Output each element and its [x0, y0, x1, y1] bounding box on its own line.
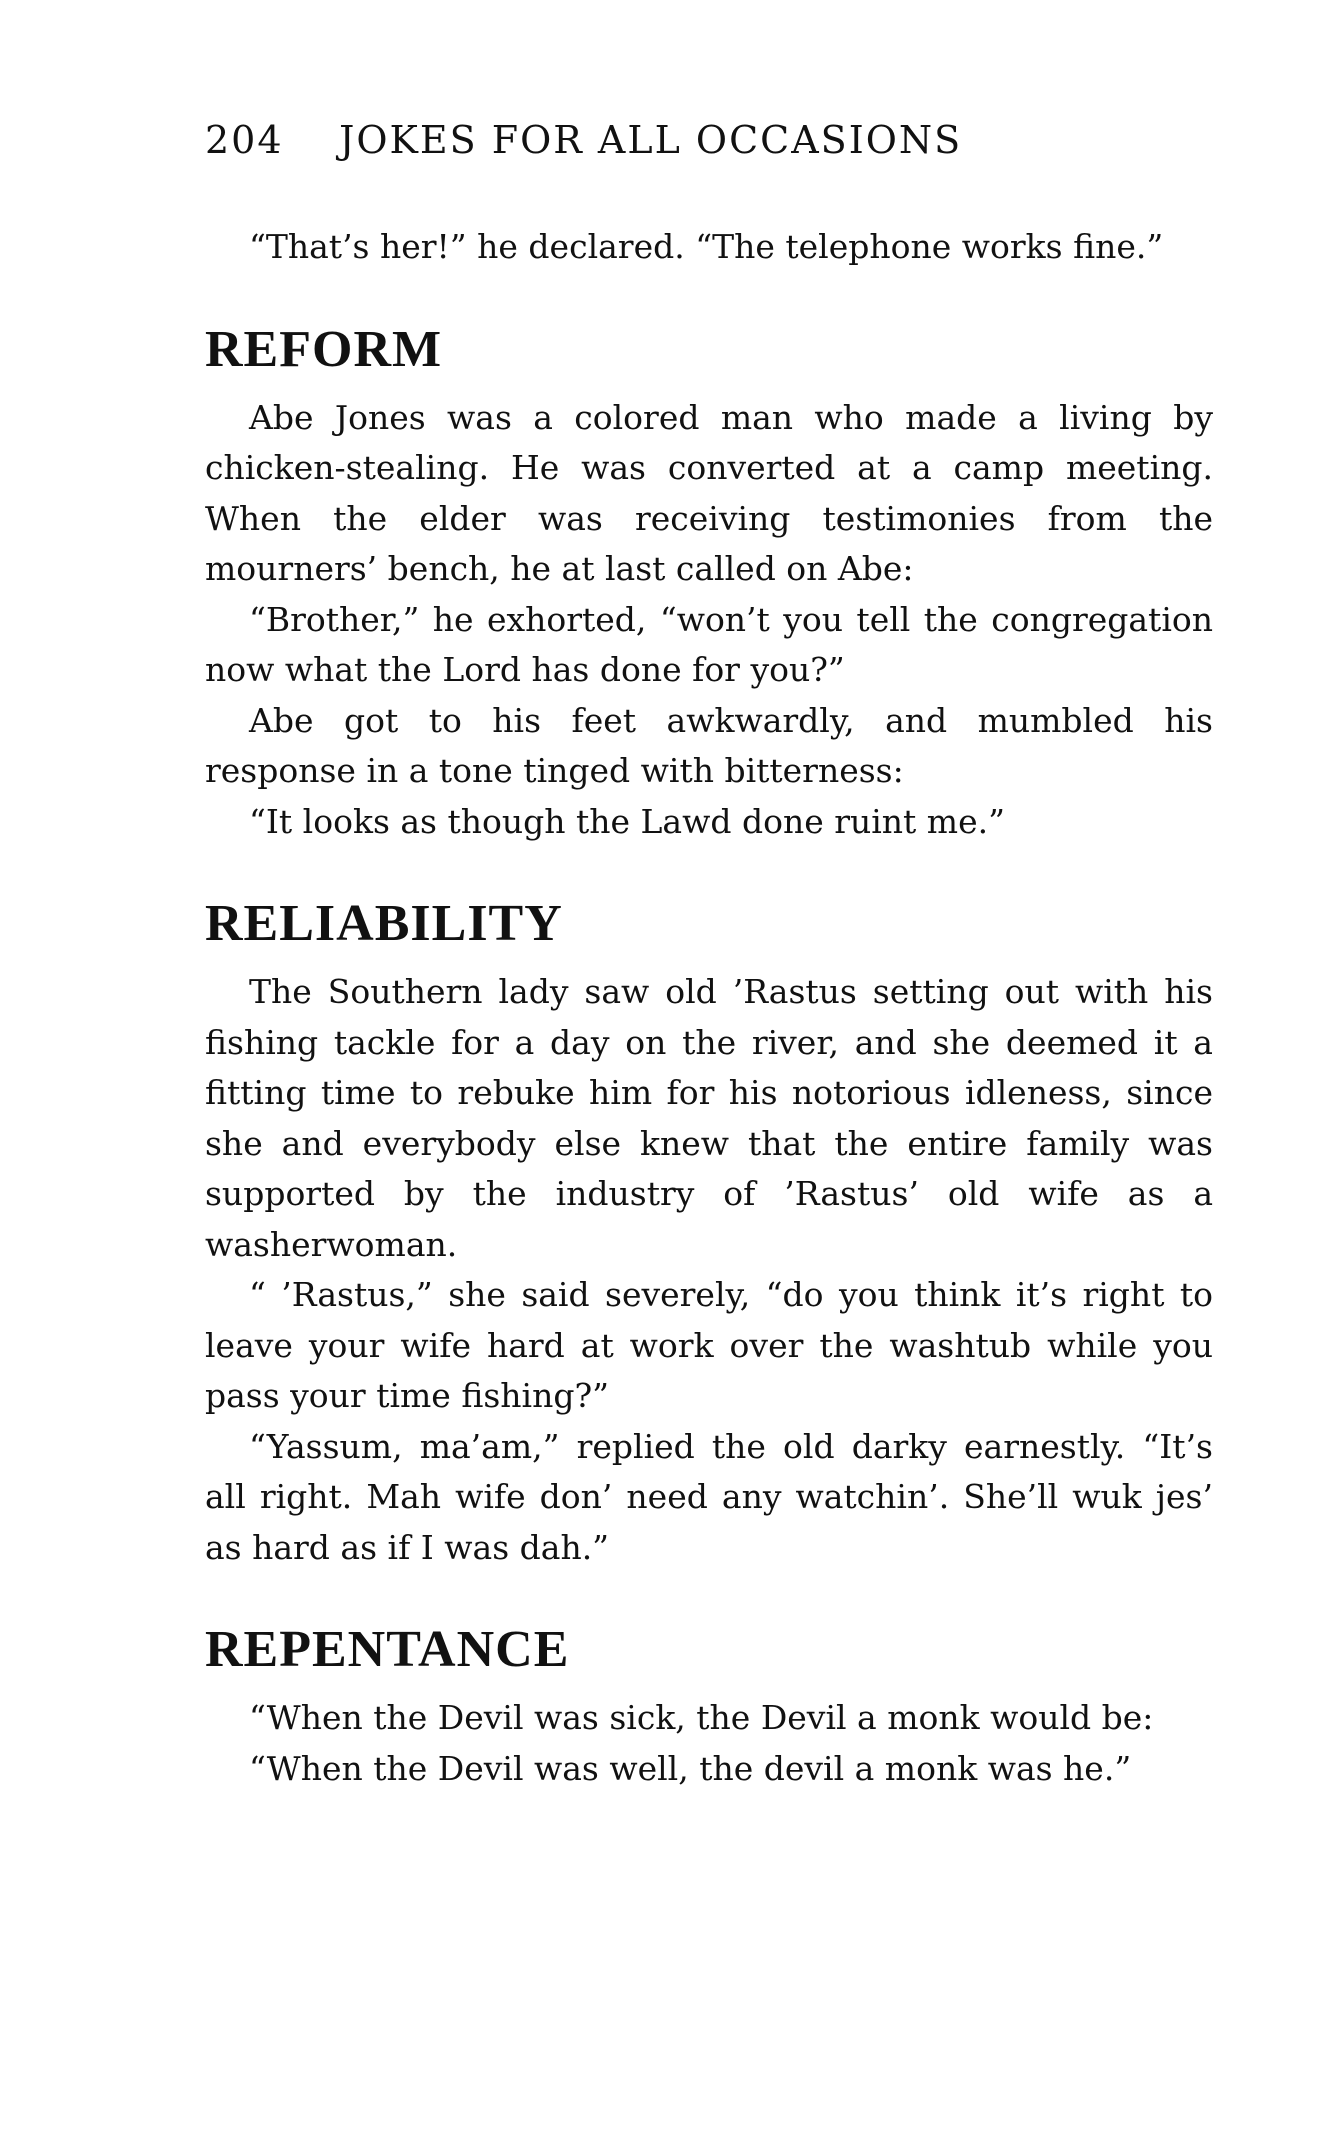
paragraph: Abe got to his feet awkwardly, and mumbled his response in a tone tinged with bitterness:	[205, 700, 1213, 790]
paragraph: “It looks as though the Lawd done ruint me.”	[249, 801, 1005, 841]
paragraph: The Southern lady saw old ’Rastus setting out with his fishing tackle for a day on the river, and she deemed it a fitting time to rebuke him for his notorious idleness, since she and everybody else knew that the entire family was supported by the industry of ’Rastus’ old wife as a washerwoman.	[205, 972, 1213, 1264]
section-heading-repentance: REPENTANCE	[205, 1621, 570, 1678]
page-header	[205, 118, 1035, 162]
paragraph: “Brother,” he exhorted, “won’t you tell the congregation now what the Lord has done for you?”	[205, 599, 1213, 689]
continuation-paragraph: “That’s her!” he declared. “The telephone works fine.”	[249, 227, 1164, 266]
section-heading-reliability: RELIABILITY	[205, 895, 563, 952]
verse-line: “When the Devil was sick, the Devil a monk would be:	[249, 1698, 1154, 1737]
page-body	[205, 222, 1213, 1794]
paragraph: “Yassum, ma’am,” replied the old darky earnestly. “It’s all right. Mah wife don’ need any watchin’. She’ll wuk jes’ as hard as if I was dah.”	[205, 1426, 1213, 1567]
paragraph: Abe Jones was a colored man who made a living by chicken-stealing. He was converted at a camp meeting. When the elder was receiving testimonies from the mourners’ bench, he at last called on Abe:	[205, 397, 1213, 588]
page-number: 204	[205, 118, 284, 162]
paragraph: “ ’Rastus,” she said severely, “do you think it’s right to leave your wife hard at work over the washtub while you pass your time fishing?”	[205, 1275, 1213, 1415]
verse-line: “When the Devil was well, the devil a monk was he.”	[249, 1748, 1132, 1788]
section-heading-reform: REFORM	[205, 320, 443, 378]
running-head: JOKES FOR ALL OCCASIONS	[339, 118, 963, 162]
